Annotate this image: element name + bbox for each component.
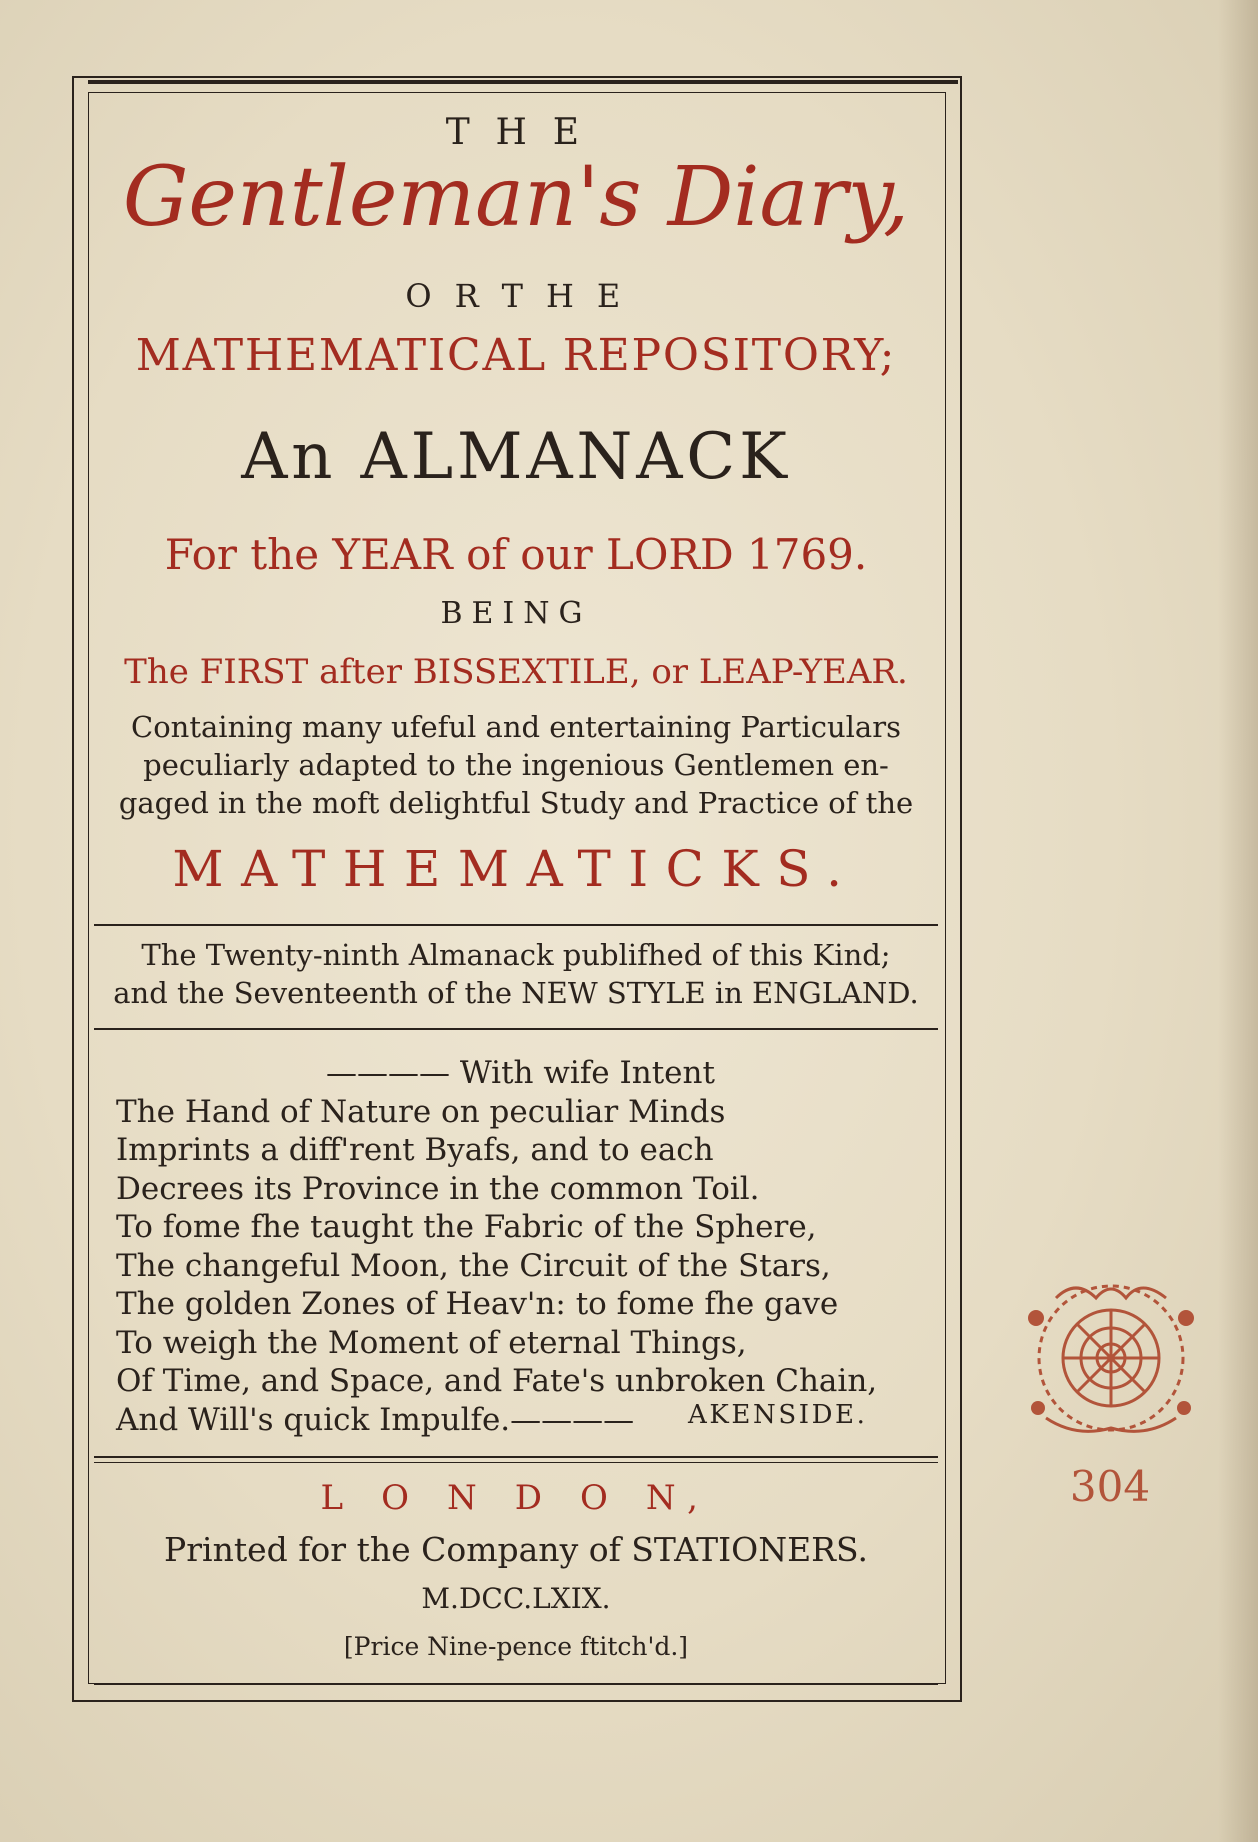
poem-attribution: AKENSIDE. [688, 1400, 868, 1430]
poem-line: Imprints a diff'rent Byafs, and to each [116, 1132, 714, 1168]
poem-line: To fome fhe taught the Fabric of the Sphere, [116, 1209, 817, 1245]
title-repository: MATHEMATICAL REPOSITORY; [135, 330, 897, 381]
title-year-line: For the YEAR of our LORD 1769. [164, 530, 868, 579]
poem [116, 1054, 916, 1439]
poem-line: Of Time, and Space, and Fate's unbroken Chain, [116, 1363, 878, 1399]
rule-below-edition [94, 1028, 938, 1030]
stamp-number: 304 [1069, 1462, 1151, 1511]
title-subject: MATHEMATICKS. [172, 840, 860, 898]
title-or-the: O R T H E [405, 277, 627, 315]
rule-above-imprint [94, 1456, 938, 1458]
title-main: Gentleman's Diary, [122, 150, 910, 245]
poem-line: To weigh the Moment of eternal Things, [116, 1324, 747, 1361]
imprint-date: M.DCC.LXIX. [421, 1582, 611, 1615]
poem-line: Decrees its Province in the common Toil. [116, 1170, 760, 1207]
imprint-printer: Printed for the Company of STATIONERS. [164, 1530, 868, 1569]
rule-above-imprint-thin [94, 1462, 938, 1463]
description-line-2: peculiarly adapted to the ingenious Gentlemen en- [143, 748, 889, 782]
rule-above-edition [94, 924, 938, 926]
imprint-city: L O N D O N, [320, 1478, 712, 1518]
poem-line: The Hand of Nature on peculiar Minds [116, 1093, 726, 1130]
title-almanack: An ALMANACK [241, 420, 791, 494]
imprint-price: [Price Nine-pence ftitch'd.] [343, 1632, 689, 1661]
title-leap-line: The FIRST after BISSEXTILE, or LEAP-YEAR. [124, 652, 908, 692]
poem-line: And Will's quick Impulfe.———— [116, 1401, 635, 1438]
title-being: BEING [440, 596, 592, 631]
page-edge-shadow [1218, 0, 1258, 1842]
description-line-3: gaged in the moft delightful Study and Practice of the [118, 786, 914, 820]
poem-line: The golden Zones of Heav'n: to fome fhe gave [116, 1286, 839, 1322]
title-the: T H E [445, 112, 587, 153]
poem-line: ———— With wife Intent [326, 1055, 715, 1091]
poem-line: The changeful Moon, the Circuit of the Stars, [116, 1247, 831, 1284]
rule-bottom [94, 1684, 938, 1685]
edition-line-2: and the Seventeenth of the NEW STYLE in ENGLAND. [113, 976, 919, 1010]
description-line-1: Containing many ufeful and entertaining Particulars [131, 710, 901, 744]
library-stamp [1016, 1258, 1206, 1458]
edition-line-1: The Twenty-ninth Almanack publifhed of this Kind; [141, 938, 891, 972]
